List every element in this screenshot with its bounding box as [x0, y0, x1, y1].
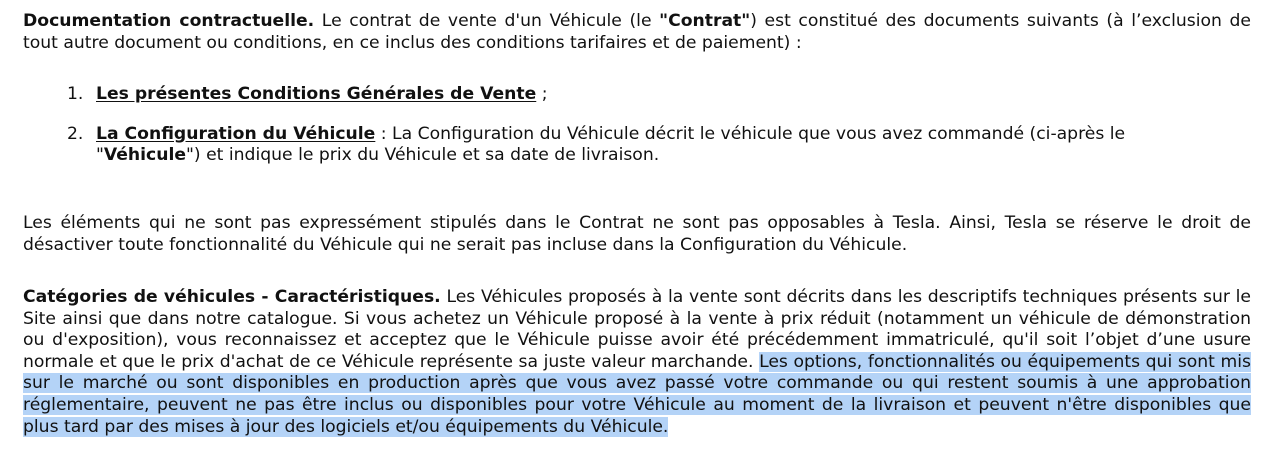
list-item-number: 2. — [67, 123, 84, 144]
contract-documentation-heading: Documentation contractuelle. — [23, 11, 315, 31]
selected-text-highlight[interactable]: Les options, fonctionnalités ou équipements qui sont mis sur le marché ou sont disponibles en production après que vous avez passé votre commande ou qui restent soumis à une approbation réglementaire, peuvent ne pas être inclus ou disponibles pour votre Véhicule au moment de la livraison et peuvent n'être disponibles que plus tard par des mises à jour des logiciels et/ou équipements du Véhicule. — [23, 351, 1251, 437]
vehicle-categories-heading: Catégories de véhicules - Caractéristiques. — [23, 287, 441, 307]
vehicle-categories-paragraph — [23, 287, 1251, 438]
list-item — [0, 124, 1156, 167]
list-item-text: : La Configuration du Véhicule décrit le véhicule que vous avez commandé (ci-après le " — [96, 123, 1126, 166]
vehicle-configuration-title: La Configuration du Véhicule — [96, 123, 376, 144]
contract-term: "Contrat" — [659, 11, 751, 31]
list-item-text: ; — [536, 84, 548, 104]
contract-documentation-paragraph — [23, 11, 1251, 54]
list-item-number: 1. — [67, 84, 84, 104]
contract-documentation-text-b: ) est constitué des documents suivants (à l’exclusion de tout autre document ou conditions, en ce inclus des conditions tarifaires et de paiement) : — [23, 11, 1251, 53]
list-item-text-end: ") et indique le prix du Véhicule et sa date de livraison. — [186, 145, 660, 166]
vehicle-term: Véhicule — [103, 145, 187, 166]
general-conditions-title: Les présentes Conditions Générales de Vente — [96, 84, 537, 104]
contract-documentation-text-a: Le contrat de vente d'un Véhicule (le — [314, 11, 660, 31]
list-item — [0, 84, 1156, 106]
non-opposable-elements-paragraph: Les éléments qui ne sont pas expressément stipulés dans le Contrat ne sont pas opposables à Tesla. Ainsi, Tesla se réserve le droit de désactiver toute fonctionnalité du Véhicule qui ne serait pas incluse dans la Configuration du Véhicule. — [23, 213, 1251, 255]
contract-documents-list — [0, 84, 1280, 167]
vehicle-categories-text: Les Véhicules proposés à la vente sont décrits dans les descriptifs techniques présents sur le Site ainsi que dans notre catalogue. Si vous achetez un Véhicule proposé à la vente à prix réduit (notamment un véhicule de démonstration ou d'exposition), vous reconnaissez et acceptez que le Véhicule puisse avoir été précédemment immatriculé, qu'il soit l’objet d’une usure normale et que le prix d'achat de ce Véhicule représente sa juste valeur marchande. — [23, 287, 1251, 372]
